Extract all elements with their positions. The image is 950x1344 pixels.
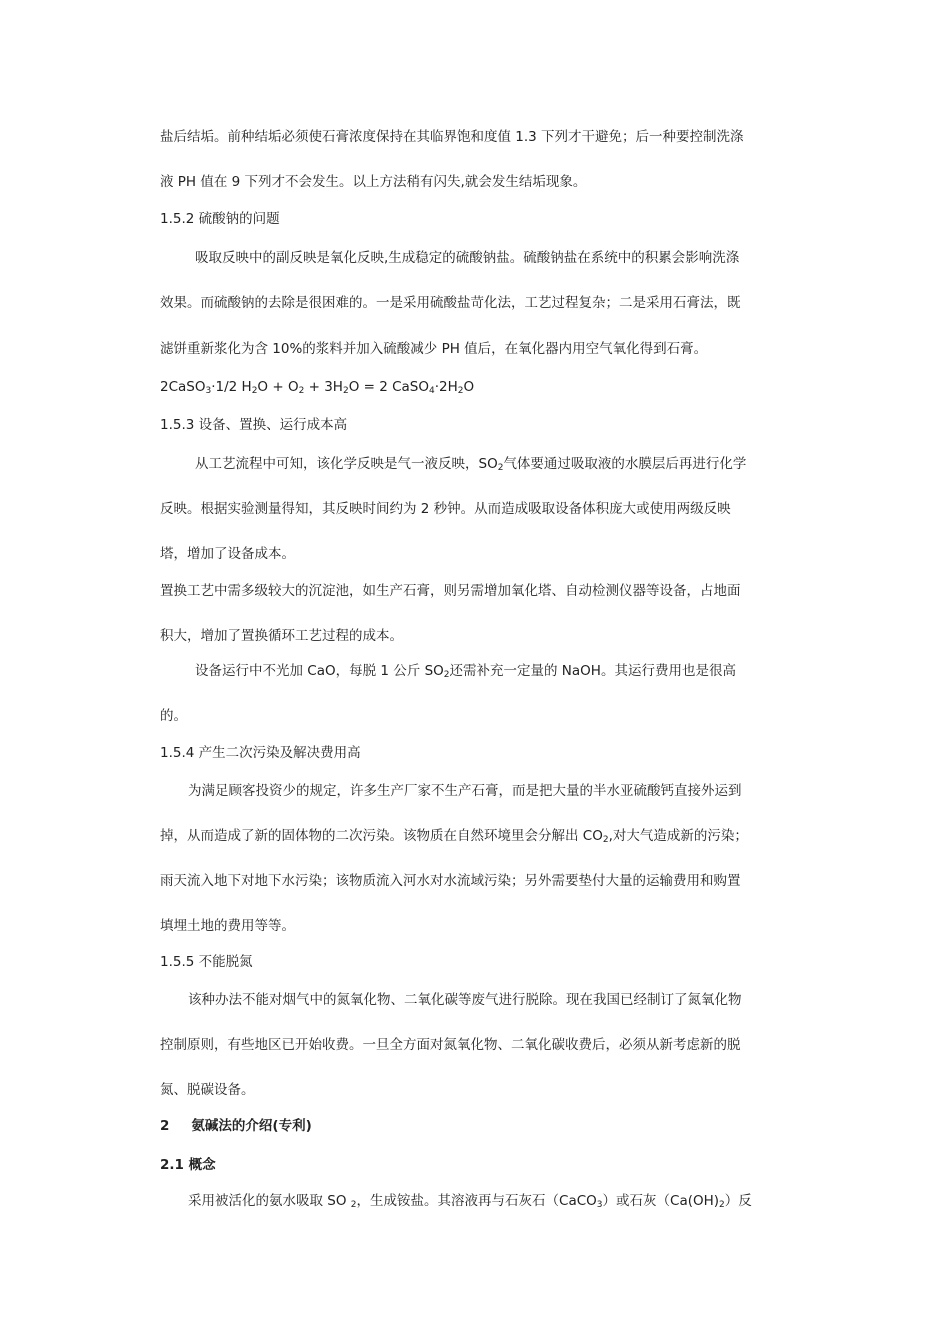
paragraph-line: 氮、脱碳设备。 xyxy=(160,1082,255,1098)
section-heading-1-5-4: 1.5.4 产生二次污染及解决费用高 xyxy=(160,745,361,761)
chemical-equation: 2CaSO$_3$·1/2 $H_2O + O_2 + 3H_2O = 2$ $CaSO_4\cdot 2H_2O$ xyxy=(160,379,475,396)
paragraph-line: 效果。而硫酸钠的去除是很困难的。一是采用硫酸盐苛化法，工艺过程复杂；二是采用石膏法，既 xyxy=(160,295,741,311)
section-heading-1-5-3: 1.5.3 设备、置换、运行成本高 xyxy=(160,417,348,433)
paragraph-line: 的。 xyxy=(160,708,187,724)
paragraph-line: 塔，增加了设备成本。 xyxy=(160,546,295,562)
paragraph-line: 设备运行中不光加 CaO，每脱 1 公斤 $SO_2$还需补充一定量的 NaOH。其运行费用也是很高 xyxy=(195,663,736,680)
section-heading-2-1: 2.1 概念 xyxy=(160,1157,216,1173)
paragraph-line: 盐后结垢。前种结垢必须使石膏浓度保持在其临界饱和度值 1.3 下列才干避免；后一种要控制洗涤 xyxy=(160,129,744,145)
paragraph-line: 从工艺流程中可知，该化学反映是气一液反映，$SO_2$气体要通过吸取液的水膜层后再进行化学 xyxy=(195,456,747,473)
section-title: 氨碱法的介绍(专利) xyxy=(191,1118,312,1134)
paragraph-line: 积大，增加了置换循环工艺过程的成本。 xyxy=(160,628,403,644)
paragraph-line: 采用被活化的氨水吸取 SO $_2$，生成铵盐。其溶液再与石灰石（CaCO$_3$）或石灰$(Ca(OH)_2)$反 xyxy=(188,1193,752,1210)
paragraph-line: 掉，从而造成了新的固体物的二次污染。该物质在自然环境里会分解出 $CO_2$,对大气造成新的污染； xyxy=(160,828,748,845)
paragraph-line: 雨天流入地下对地下水污染；该物质流入河水对水流域污染；另外需要垫付大量的运输费用和购置 xyxy=(160,873,741,889)
section-number: 2 xyxy=(160,1118,170,1134)
paragraph-line: 该种办法不能对烟气中的氮氧化物、二氧化碳等废气进行脱除。现在我国已经制订了氮氧化物 xyxy=(188,992,742,1008)
paragraph-line: 为满足顾客投资少的规定，许多生产厂家不生产石膏，而是把大量的半水亚硫酸钙直接外运到 xyxy=(188,783,742,799)
paragraph-line: 控制原则，有些地区已开始收费。一旦全方面对氮氧化物、二氧化碳收费后，必须从新考虑新的脱 xyxy=(160,1037,741,1053)
paragraph-line: 液 PH 值在 9 下列才不会发生。以上方法稍有闪失,就会发生结垢现象。 xyxy=(160,174,587,190)
section-heading-1-5-5: 1.5.5 不能脱氮 xyxy=(160,954,253,970)
paragraph-line: 滤饼重新浆化为含 10%的浆料并加入硫酸减少 PH 值后，在氧化器内用空气氧化得到石膏。 xyxy=(160,341,708,357)
paragraph-line: 反映。根据实验测量得知，其反映时间约为 2 秒钟。从而造成吸取设备体积庞大或使用两级反映 xyxy=(160,501,731,517)
section-heading-1-5-2: 1.5.2 硫酸钠的问题 xyxy=(160,211,280,227)
paragraph-line: 填埋土地的费用等等。 xyxy=(160,918,295,934)
section-heading-2 xyxy=(160,1116,800,1136)
paragraph-line: 吸取反映中的副反映是氧化反映,生成稳定的硫酸钠盐。硫酸钠盐在系统中的积累会影响洗涤 xyxy=(195,250,740,266)
paragraph-line: 置换工艺中需多级较大的沉淀池，如生产石膏，则另需增加氧化塔、自动检测仪器等设备，占地面 xyxy=(160,583,741,599)
